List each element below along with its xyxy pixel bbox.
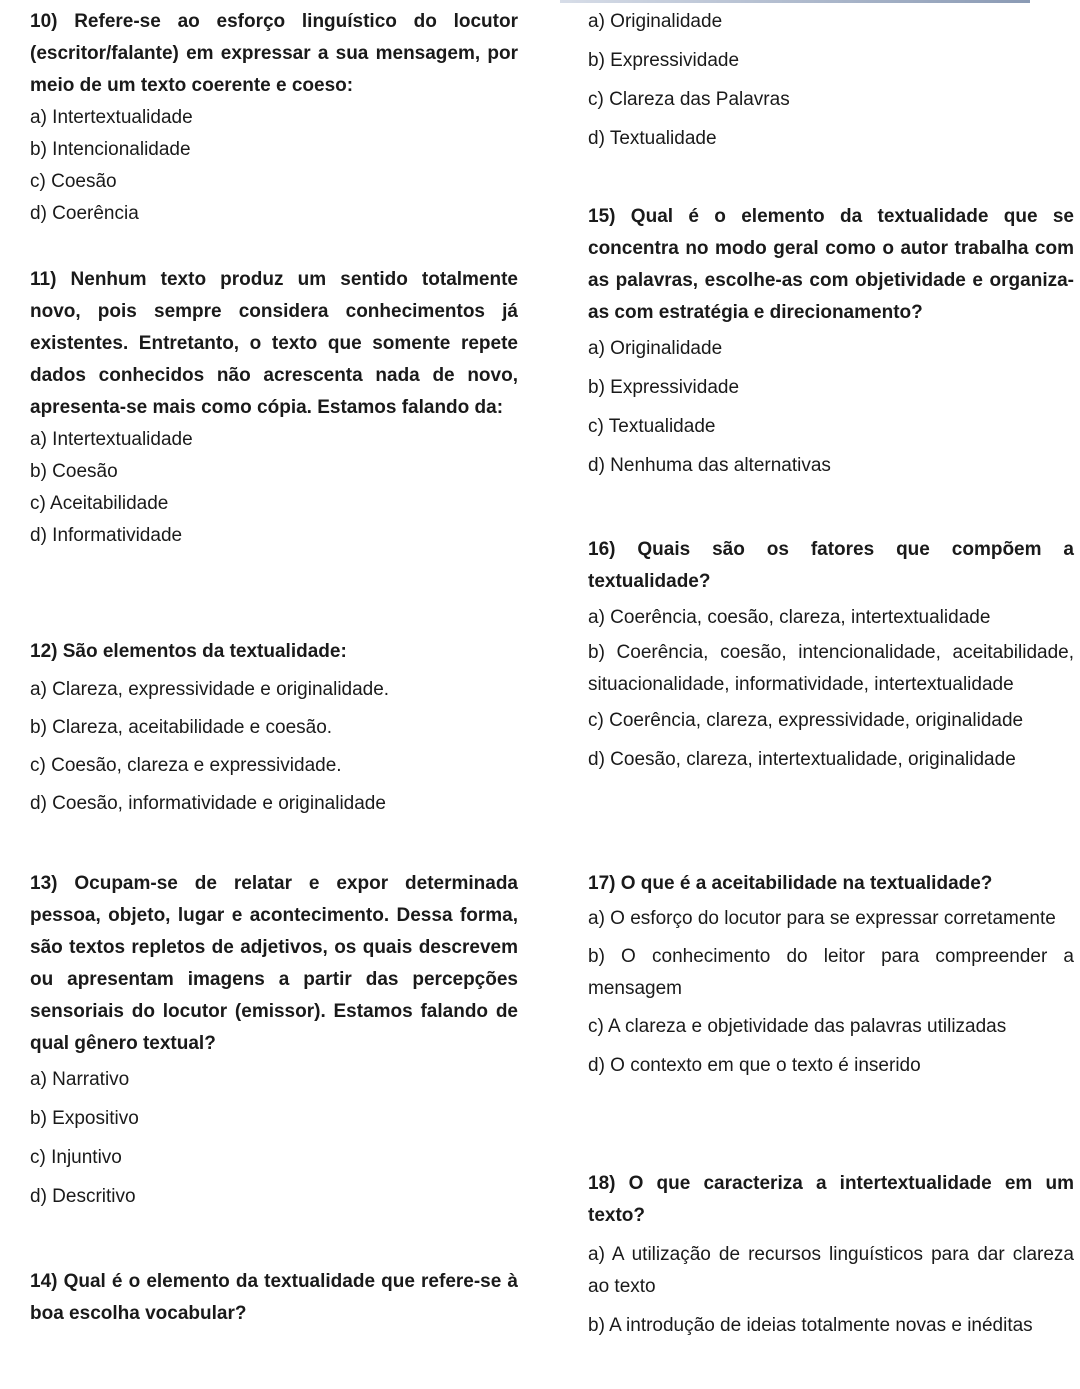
option-b: b) Intencionalidade (30, 139, 191, 160)
question-17 (588, 867, 1074, 1085)
option-c: c) Coesão (30, 171, 117, 192)
option-c: c) Coerência, clareza, expressividade, originalidade (588, 710, 1024, 731)
option-a: a) A utilização de recursos linguísticos para dar clareza ao texto (588, 1244, 1074, 1297)
question-14 (30, 1266, 518, 1330)
option-a: a) Intertextualidade (30, 107, 193, 128)
question-15 (588, 201, 1074, 485)
option-a: a) Originalidade (588, 338, 723, 359)
question-text: 11) Nenhum texto produz um sentido totalmente novo, pois sempre considera conhecimentos já existentes. Entretanto, o texto que somente repete dados conhecidos não acrescenta nada de novo, apresenta-se mais como cópia. Estamos falando da: (30, 269, 518, 418)
option-b: b) Coerência, coesão, intencionalidade, aceitabilidade, situacionalidade, informatividade, intertextualidade (588, 642, 1074, 695)
option-a: a) Intertextualidade (30, 429, 193, 450)
option-b: b) O conhecimento do leitor para compreender a mensagem (588, 946, 1074, 999)
question-text: 17) O que é a aceitabilidade na textualidade? (588, 873, 993, 894)
option-a: a) Coerência, coesão, clareza, intertextualidade (588, 607, 991, 628)
option-c: c) Textualidade (588, 416, 716, 437)
question-16 (588, 534, 1074, 779)
question-text: 18) O que caracteriza a intertextualidade em um texto? (588, 1173, 1074, 1226)
option-a: a) O esforço do locutor para se expressar corretamente (588, 908, 1056, 929)
option-b: b) A introdução de ideias totalmente novas e inéditas (588, 1315, 1033, 1336)
question-18 (588, 1168, 1074, 1342)
question-text: 16) Quais são os fatores que compõem a textualidade? (588, 539, 1074, 592)
option-a: a) Originalidade (588, 11, 723, 32)
question-text: 13) Ocupam-se de relatar e expor determinada pessoa, objeto, lugar e acontecimento. Dessa forma, são textos repletos de adjetivos, os quais descrevem ou apresentam imagens a partir das percepções sensoriais do locutor (emissor). Estamos falando de qual gênero textual? (30, 873, 518, 1054)
option-d: d) Descritivo (30, 1186, 136, 1207)
question-text: 12) São elementos da textualidade: (30, 641, 347, 662)
option-c: c) A clareza e objetividade das palavras utilizadas (588, 1016, 1007, 1037)
question-10 (30, 6, 518, 230)
question-text: 14) Qual é o elemento da textualidade que refere-se à boa escolha vocabular? (30, 1271, 518, 1324)
question-12 (30, 633, 518, 823)
option-c: c) Aceitabilidade (30, 493, 169, 514)
option-c: c) Clareza das Palavras (588, 89, 790, 110)
option-b: b) Coesão (30, 461, 118, 482)
option-d: d) Coesão, clareza, intertextualidade, originalidade (588, 749, 1016, 770)
option-b: b) Expositivo (30, 1108, 139, 1129)
question-11 (30, 264, 518, 552)
option-d: d) Textualidade (588, 128, 717, 149)
option-d: d) Coerência (30, 203, 139, 224)
option-d: d) O contexto em que o texto é inserido (588, 1055, 921, 1076)
question-text: 10) Refere-se ao esforço linguístico do locutor (escritor/falante) em expressar a sua mensagem, por meio de um texto coerente e coeso: (30, 11, 518, 96)
option-c: c) Coesão, clareza e expressividade. (30, 755, 342, 776)
option-b: b) Expressividade (588, 377, 740, 398)
option-a: a) Narrativo (30, 1069, 130, 1090)
question-text: 15) Qual é o elemento da textualidade que se concentra no modo geral como o autor trabalha com as palavras, escolhe-as com objetividade e organiza-as com estratégia e direcionamento? (588, 206, 1074, 323)
option-b: b) Expressividade (588, 50, 740, 71)
question-13 (30, 868, 518, 1216)
option-d: d) Nenhuma das alternativas (588, 455, 831, 476)
option-c: c) Injuntivo (30, 1147, 122, 1168)
question-14-options (588, 2, 1074, 158)
option-d: d) Informatividade (30, 525, 183, 546)
option-a: a) Clareza, expressividade e originalidade. (30, 679, 390, 700)
option-d: d) Coesão, informatividade e originalidade (30, 793, 386, 814)
option-b: b) Clareza, aceitabilidade e coesão. (30, 717, 333, 738)
